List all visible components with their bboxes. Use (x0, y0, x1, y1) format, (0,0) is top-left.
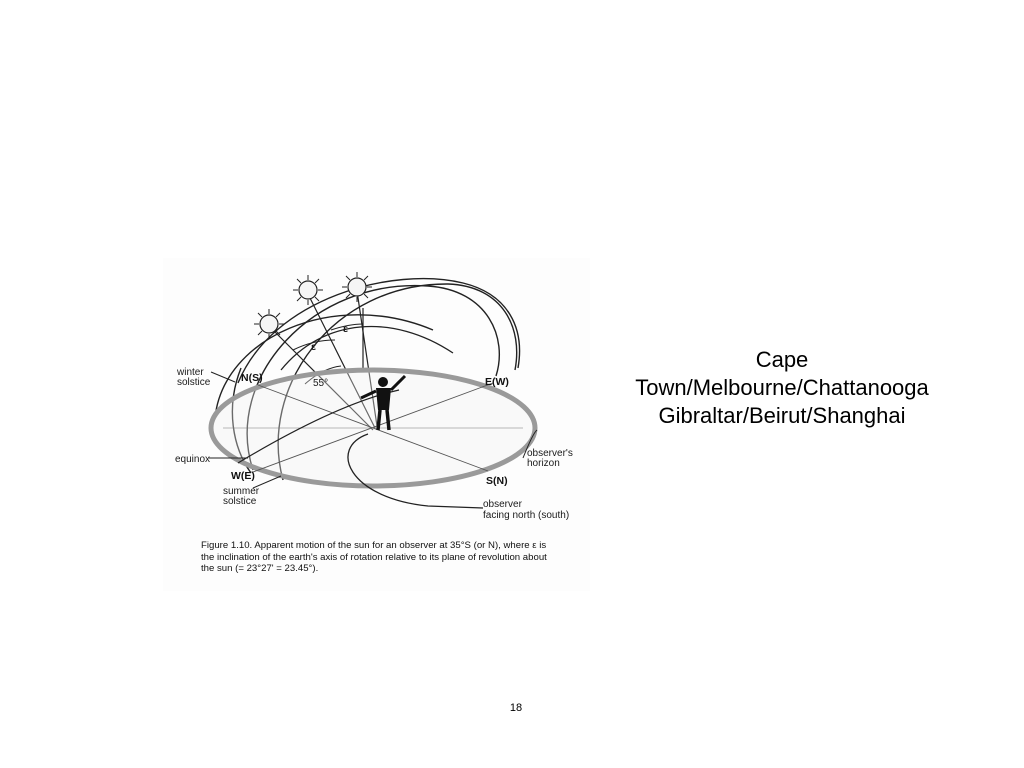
north-label: N(S) (241, 372, 263, 384)
sun-icon (293, 275, 323, 305)
observer-label-2: facing north (south) (483, 510, 570, 521)
south-label: S(N) (486, 475, 508, 487)
figure-caption: Figure 1.10. Apparent motion of the sun for an observer at 35°S (or N), where ε is the inclination of the earth's axis of rotation relative to its plane of revolution about the sun (= 23°27' = 23.45°). (201, 540, 547, 574)
summer-solstice-label-2: solstice (223, 496, 257, 507)
city-list-line-3: Gibraltar/Beirut/Shanghai (658, 403, 906, 428)
outer-sun-path (238, 279, 520, 383)
sun-icon (342, 272, 372, 302)
epsilon-label-2: ε (343, 323, 348, 335)
city-list-line-1: Cape (755, 347, 809, 372)
observer-label-1: observer (483, 499, 522, 510)
angle-55-label: 55° (313, 378, 329, 389)
east-label: E(W) (485, 376, 509, 388)
horizon-label-1: observer's (527, 448, 573, 459)
city-list-line-2: Town/Melbourne/Chattanooga (635, 375, 929, 400)
west-label: W(E) (231, 470, 255, 482)
epsilon-label-1: ε (311, 341, 316, 353)
summer-solstice-label-1: summer (223, 486, 260, 497)
page-number: 18 (509, 702, 523, 714)
figure-panel (163, 258, 590, 591)
sun-icon (254, 309, 284, 339)
winter-solstice-label-2: solstice (177, 377, 211, 388)
city-list (600, 346, 964, 430)
equinox-label: equinox (175, 454, 211, 465)
horizon-label-2: horizon (527, 458, 560, 469)
winter-solstice-label-1: winter (177, 367, 204, 378)
